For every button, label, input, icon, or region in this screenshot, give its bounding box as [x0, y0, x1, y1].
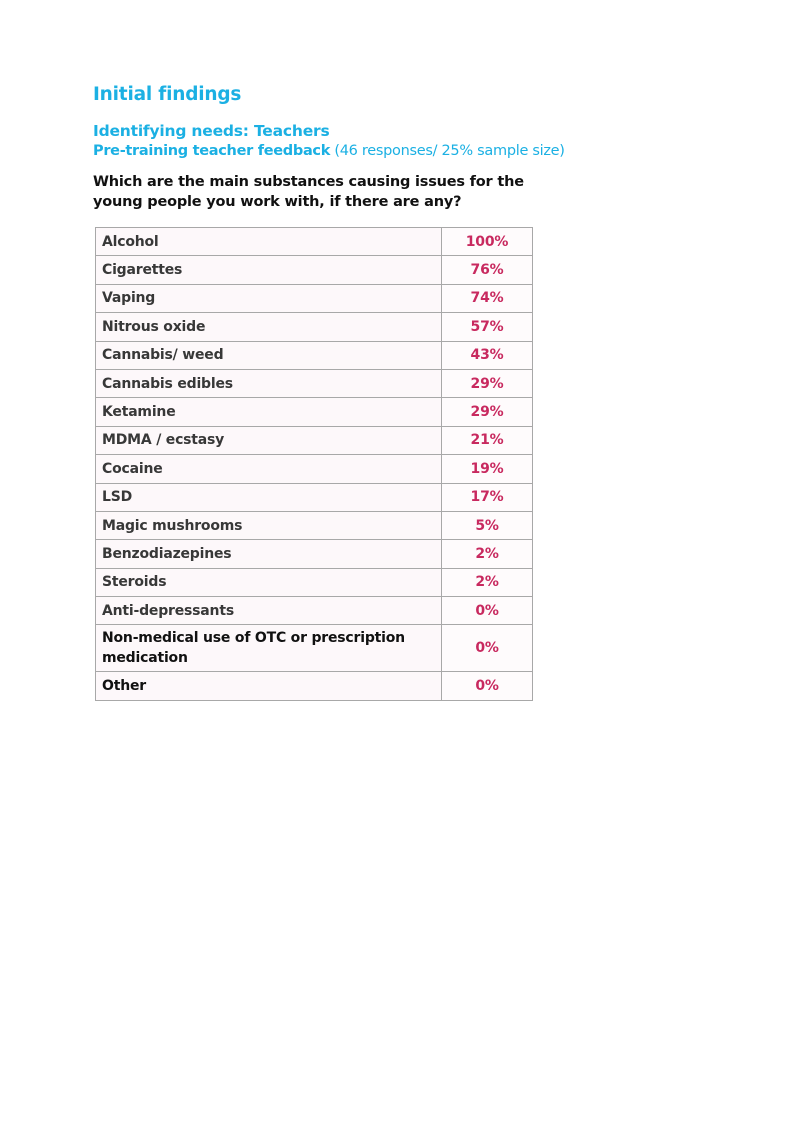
- percentage-value: 100%: [442, 228, 533, 256]
- substance-label: Ketamine: [96, 398, 442, 426]
- percentage-value: 57%: [442, 313, 533, 341]
- substance-label: Nitrous oxide: [96, 313, 442, 341]
- table-row: [96, 672, 533, 700]
- percentage-value: 17%: [442, 483, 533, 511]
- table-row: [96, 256, 533, 284]
- percentage-value: 0%: [442, 625, 533, 672]
- table-row: [96, 568, 533, 596]
- percentage-value: 43%: [442, 341, 533, 369]
- survey-question: Which are the main substances causing issues for the young people you work with, if there are any?: [93, 174, 524, 210]
- table-row: [96, 398, 533, 426]
- table-row: [96, 426, 533, 454]
- table-row: [96, 483, 533, 511]
- substance-label: Non-medical use of OTC or prescription medication: [96, 625, 442, 672]
- percentage-value: 29%: [442, 398, 533, 426]
- table-row: [96, 540, 533, 568]
- table-row: [96, 455, 533, 483]
- table-row: [96, 228, 533, 256]
- subsection-heading-note: (46 responses/ 25% sample size): [330, 143, 565, 159]
- substance-label: Cannabis/ weed: [96, 341, 442, 369]
- table-row: [96, 597, 533, 625]
- table-row: [96, 511, 533, 539]
- percentage-value: 74%: [442, 284, 533, 312]
- substance-label: Steroids: [96, 568, 442, 596]
- substance-label: LSD: [96, 483, 442, 511]
- substance-label: Anti-depressants: [96, 597, 442, 625]
- table-row: [96, 313, 533, 341]
- table-row: [96, 341, 533, 369]
- substance-label: Vaping: [96, 284, 442, 312]
- percentage-value: 5%: [442, 511, 533, 539]
- subsection-heading-bold: Pre-training teacher feedback: [93, 143, 331, 159]
- table-row: [96, 369, 533, 397]
- percentage-value: 0%: [442, 597, 533, 625]
- percentage-value: 2%: [442, 568, 533, 596]
- percentage-value: 19%: [442, 455, 533, 483]
- substance-label: Magic mushrooms: [96, 511, 442, 539]
- subsection-heading: [93, 143, 565, 159]
- substance-label: Cocaine: [96, 455, 442, 483]
- percentage-value: 0%: [442, 672, 533, 700]
- page-title: Initial findings: [93, 84, 242, 105]
- substance-label: Other: [96, 672, 442, 700]
- substance-label: Alcohol: [96, 228, 442, 256]
- percentage-value: 76%: [442, 256, 533, 284]
- substance-label: Cigarettes: [96, 256, 442, 284]
- section-heading: Identifying needs: Teachers: [93, 122, 330, 140]
- percentage-value: 29%: [442, 369, 533, 397]
- results-table: [95, 227, 533, 701]
- table-row: [96, 625, 533, 672]
- table-row: [96, 284, 533, 312]
- substance-label: Benzodiazepines: [96, 540, 442, 568]
- percentage-value: 21%: [442, 426, 533, 454]
- substance-label: MDMA / ecstasy: [96, 426, 442, 454]
- percentage-value: 2%: [442, 540, 533, 568]
- substance-label: Cannabis edibles: [96, 369, 442, 397]
